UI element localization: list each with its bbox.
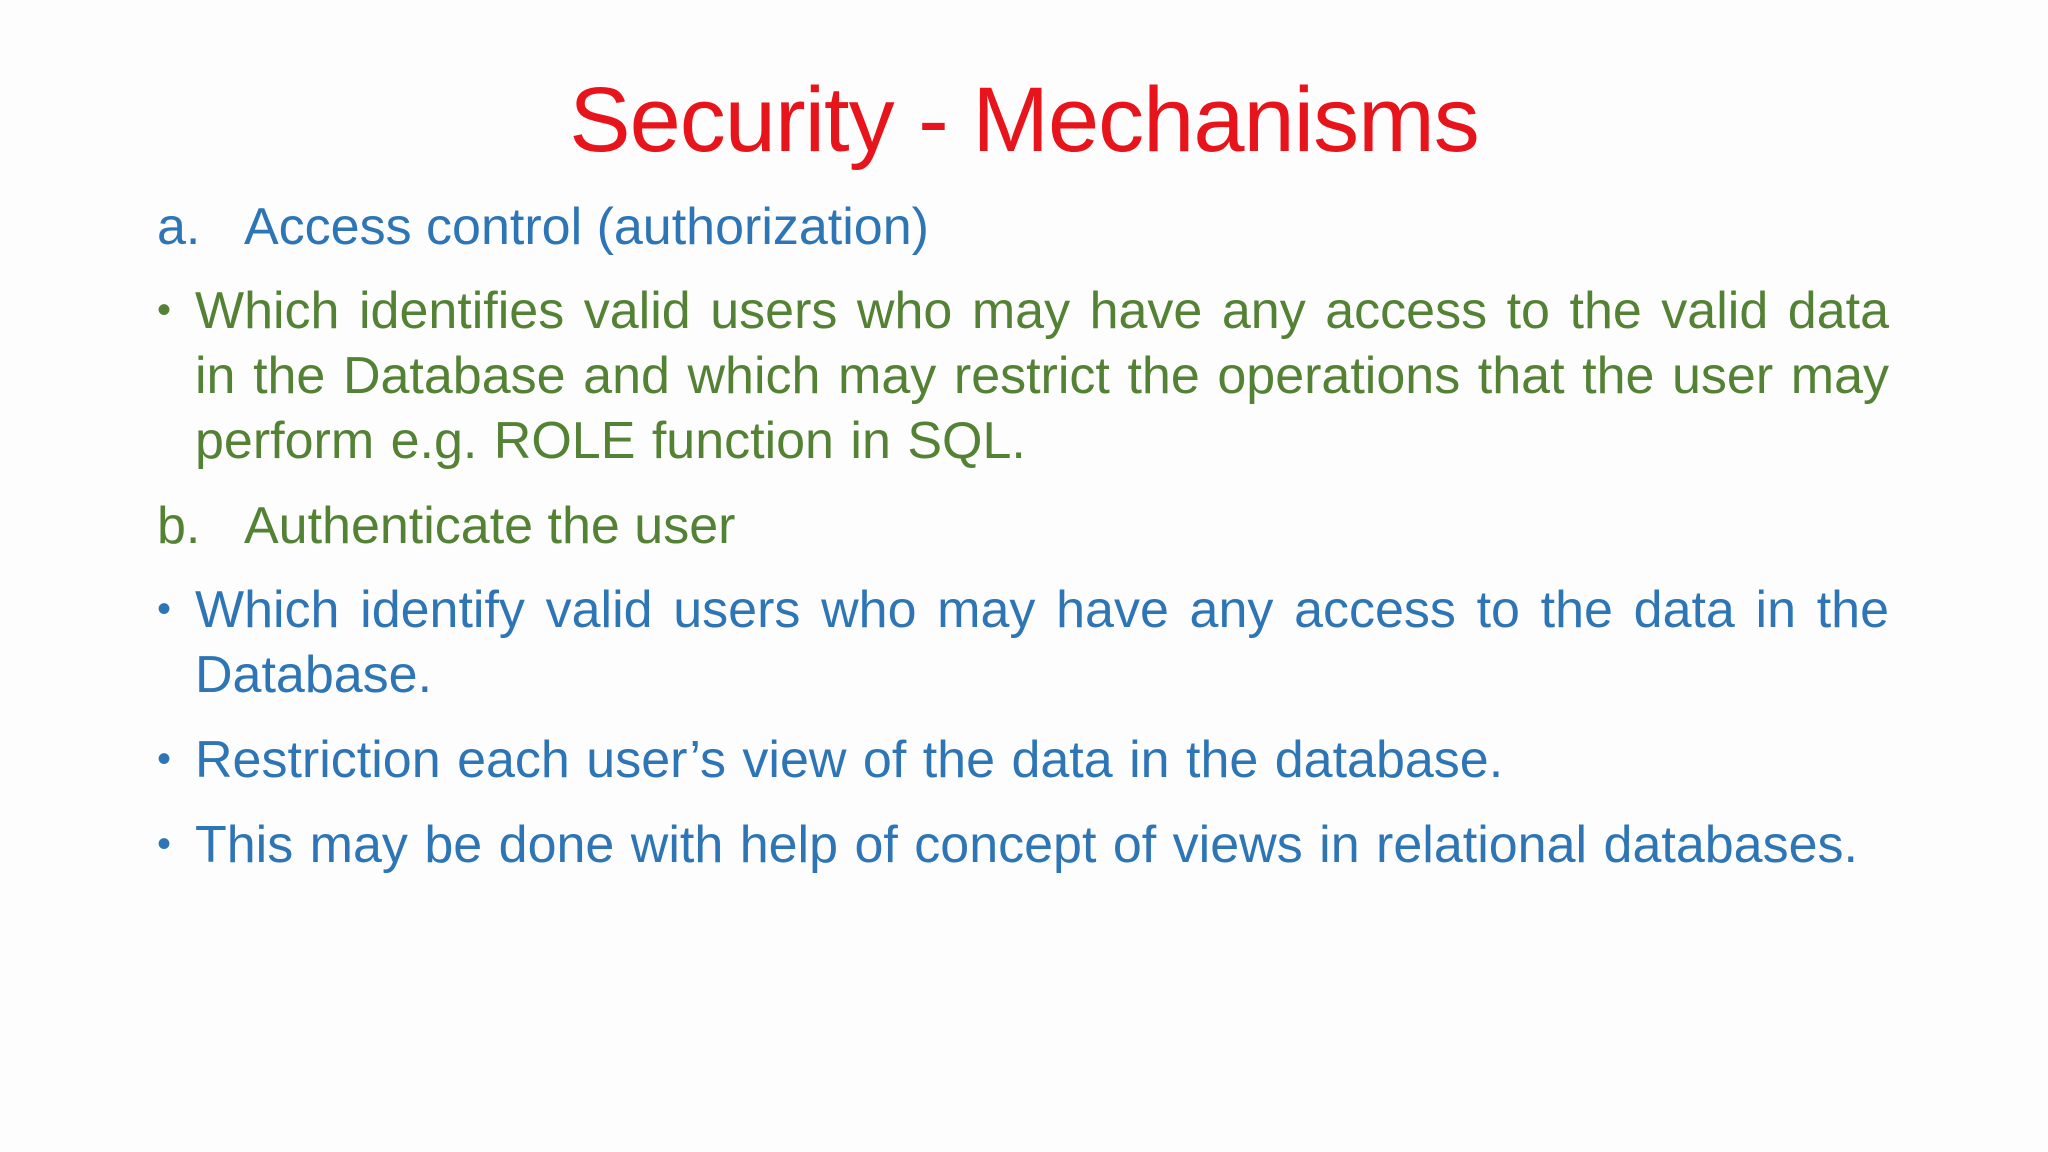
slide-content [157,195,1889,898]
section-b-marker: b. [157,497,201,555]
section-a-heading [157,195,1889,259]
bullet-icon: • [157,737,172,781]
bullet-text: Which identifies valid users who may have any access to the valid data in the Database and which may restrict the operations that the user may perform e.g. ROLE function in SQL. [195,282,1889,470]
section-a-marker: a. [157,198,201,256]
bullet-item [157,813,1889,878]
bullet-text: Which identify valid users who may have any access to the data in the Database. [195,581,1889,704]
bullet-item [157,578,1889,708]
section-b-heading-text: Authenticate the user [244,497,736,555]
bullet-item [157,728,1889,793]
section-a-heading-text: Access control (authorization) [244,198,929,256]
bullet-icon: • [157,587,172,631]
slide-title: Security - Mechanisms [569,69,1479,171]
bullet-icon: • [157,288,172,332]
bullet-text: Restriction each user’s view of the data in the database. [195,731,1504,789]
section-b-heading [157,494,1889,558]
bullet-icon: • [157,822,172,866]
bullet-item [157,279,1889,474]
bullet-text: This may be done with help of concept of views in relational databases. [195,816,1858,874]
